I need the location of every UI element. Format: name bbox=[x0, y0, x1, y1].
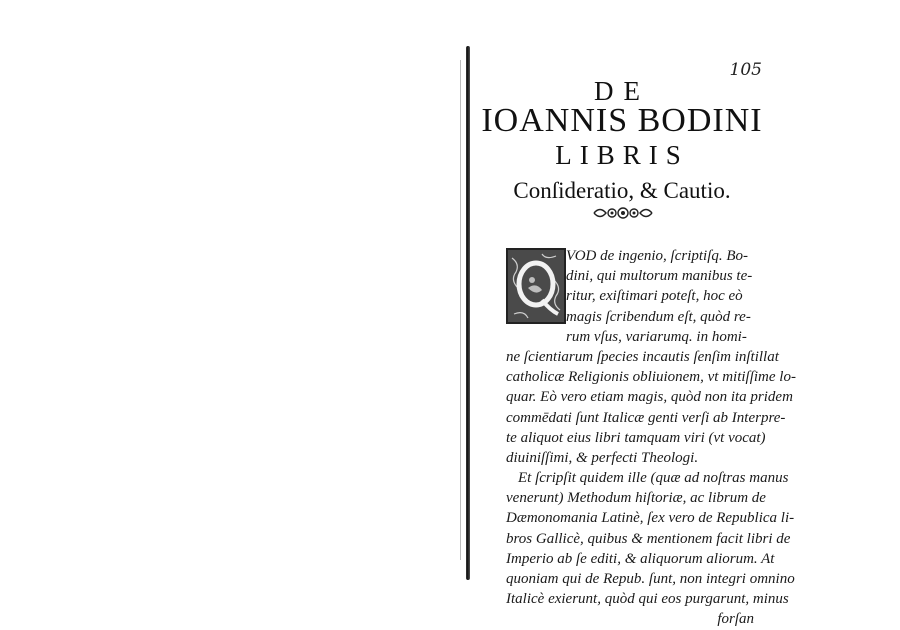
subtitle: Conſideratio, & Cautio. bbox=[513, 178, 731, 203]
text-line: ne ſcientiarum ſpecies incautis ſenſim inſtillat bbox=[506, 348, 779, 365]
text-line: diuiniſſimi, & perfecti Theologi. bbox=[506, 449, 699, 466]
body-text bbox=[506, 246, 796, 630]
title-line-de: DE bbox=[594, 76, 650, 106]
title-line-libris: LIBRIS bbox=[555, 140, 689, 170]
book-spine-line bbox=[466, 46, 470, 580]
text-line: catholicæ Religionis obliuionem, vt mitiſſime lo- bbox=[506, 369, 796, 386]
page-gutter-shadow bbox=[460, 60, 461, 560]
text-line: rum vſus, variarumq. in homi- bbox=[566, 328, 747, 345]
text-line: Italicè exierunt, quòd qui eos purgarunt, minus bbox=[506, 591, 789, 608]
text-line: te aliquot eius libri tamquam viri (vt vocat) bbox=[506, 429, 766, 446]
text-line: magis ſcribendum eſt, quòd re- bbox=[566, 308, 751, 325]
text-line: bros Gallicè, quibus & mentionem facit libri de bbox=[506, 530, 791, 547]
text-line: Imperio ab ſe editi, & aliquorum aliorum. At bbox=[506, 550, 775, 567]
text-line: VOD de ingenio, ſcriptiſq. Bo- bbox=[566, 248, 749, 264]
text-line: quoniam qui de Repub. ſunt, non integri omnino bbox=[506, 571, 795, 587]
text-line: ritur, exiſtimari poteſt, hoc eò bbox=[566, 288, 743, 305]
text-line: Dæmonomania Latinè, ſex vero de Republica li- bbox=[506, 510, 795, 527]
page-number: 105 bbox=[729, 60, 762, 80]
book-page bbox=[472, 40, 796, 628]
text-line: quar. Eò vero etiam magis, quòd non ita pridem bbox=[506, 389, 793, 406]
text-line: commēdati ſunt Italicæ genti verſi ab Interpre- bbox=[506, 409, 786, 426]
text-line: venerunt) Methodum hiſtoriæ, ac librum de bbox=[506, 490, 766, 507]
title-line-author: IOANNIS BODINI bbox=[481, 102, 763, 139]
ornament-icon bbox=[590, 205, 656, 221]
text-line: Et ſcripſit quidem ille (quæ ad noſtras manus bbox=[518, 470, 789, 487]
text-line: dini, qui multorum manibus te- bbox=[566, 268, 753, 285]
catchword: forſan bbox=[717, 611, 754, 628]
